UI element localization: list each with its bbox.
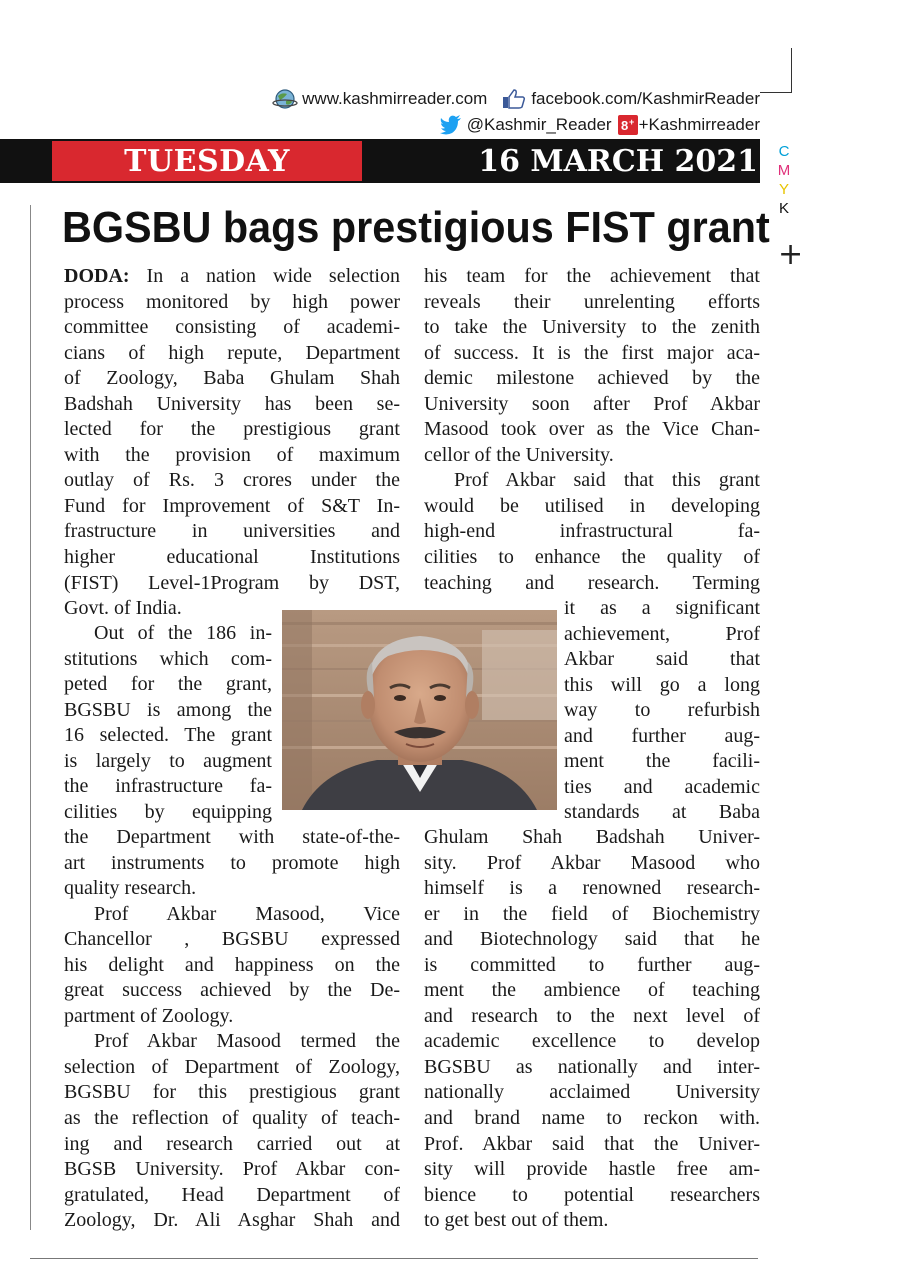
article-line: process monitored by high power (64, 290, 400, 313)
article-line: Akbar said that (564, 648, 760, 671)
crop-mark-horizontal (760, 92, 792, 93)
article-line: ment the ambience of teaching (424, 979, 760, 1002)
article-line: frastructure in universities and (64, 520, 400, 543)
column-1-top (64, 264, 400, 622)
issue-day: TUESDAY (124, 144, 290, 179)
article-line: committee consisting of academi- (64, 316, 400, 339)
article-line: (FIST) Level-1Program by DST, (64, 571, 400, 594)
article-line: bience to potential researchers (424, 1183, 760, 1206)
article-line: Ghulam Shah Badshah Univer- (424, 826, 760, 848)
article-line: of Zoology, Baba Ghulam Shah (64, 367, 400, 390)
issue-date: 16 MARCH 2021 (478, 144, 758, 179)
article-line: University soon after Prof Akbar (424, 392, 760, 415)
twitter-bird-icon (439, 114, 463, 136)
article-line: his delight and happiness on the (64, 953, 400, 976)
article-line: Badshah University has been se- (64, 392, 400, 415)
article-line: Fund for Improvement of S&T In- (64, 494, 400, 517)
article-line: and Biotechnology said that he (424, 928, 760, 951)
header-links-row-1 (272, 88, 760, 110)
article-line: ment the facili- (564, 750, 760, 773)
article-line: reveals their unrelenting efforts (424, 290, 760, 313)
article-dateline: DODA: (64, 265, 130, 287)
article-line: nationally acclaimed University (424, 1081, 760, 1104)
twitter-link[interactable]: @Kashmir_Reader (466, 115, 612, 134)
portrait-photo (282, 610, 557, 810)
article-line: and brand name to reckon with. (424, 1107, 760, 1130)
article-line: peted for the grant, (64, 673, 272, 696)
article-line: gratulated, Head Department of (64, 1183, 400, 1206)
article-line: teaching and research. Terming (424, 571, 760, 594)
google-plus-link[interactable]: +Kashmirreader (638, 115, 760, 134)
article-line: his team for the achievement that (424, 265, 760, 287)
article-line: partment of Zoology. (64, 1004, 234, 1027)
svg-text:8: 8 (620, 118, 628, 133)
article-line: and further aug- (564, 724, 760, 747)
article-line: sity. Prof Akbar Masood who (424, 851, 760, 874)
article-line: ing and research carried out at (64, 1132, 400, 1155)
globe-icon (272, 88, 298, 110)
article-line: academic excellence to develop (424, 1030, 760, 1053)
column-2-bottom (424, 825, 760, 1234)
article-line: way to refurbish (564, 699, 760, 722)
article-line: with the provision of maximum (64, 443, 400, 466)
registration-mark: + (778, 237, 804, 272)
article-line: ties and academic (564, 775, 760, 798)
article-line: Prof Akbar Masood termed the (94, 1030, 400, 1053)
left-column-rule (30, 205, 31, 1230)
svg-text:+: + (628, 117, 634, 127)
article-line: to get best out of them. (424, 1209, 609, 1232)
article-line: high-end infrastructural fa- (424, 520, 760, 543)
article-line: sity will provide hastle free am- (424, 1158, 760, 1181)
article-line: higher educational Institutions (64, 546, 400, 569)
article-line: BGSB University. Prof Akbar con- (64, 1158, 400, 1181)
cmyk-letter-m: M (777, 162, 791, 179)
article-line: the Department with state-of-the- (64, 826, 400, 848)
article-line: BGSBU for this prestigious grant (64, 1081, 400, 1104)
column-2-top (424, 264, 760, 596)
bottom-rule (30, 1258, 758, 1259)
website-link[interactable]: www.kashmirreader.com (302, 89, 488, 108)
article-line: the infrastructure fa- (64, 775, 272, 798)
cmyk-letter-y: Y (778, 181, 789, 198)
article-line: as the reflection of quality of teach- (64, 1107, 400, 1130)
article-line: demic milestone achieved by the (424, 367, 760, 390)
thumbs-up-icon (501, 88, 527, 110)
article-line: and research to the next level of (424, 1004, 760, 1027)
article-line: would be utilised in developing (424, 494, 760, 517)
article-line: of success. It is the first major aca- (424, 341, 760, 364)
article-line: is largely to augment (64, 749, 272, 772)
article-line: Prof. Akbar said that the Univer- (424, 1132, 760, 1155)
article-line: Chancellor , BGSBU expressed (64, 928, 400, 951)
article-line: 16 selected. The grant (64, 724, 272, 747)
article-line: Out of the 186 in- (94, 622, 272, 644)
article-line: cians of high repute, Department (64, 341, 400, 364)
column-1-bottom (64, 825, 400, 1234)
article-line: Zoology, Dr. Ali Asghar Shah and (64, 1209, 400, 1232)
column-1-photo-wrap (64, 621, 272, 825)
facebook-link[interactable]: facebook.com/KashmirReader (531, 89, 760, 108)
column-2-photo-wrap (564, 596, 760, 826)
article-line: Prof Akbar said that this grant (454, 469, 760, 492)
article-line: Govt. of India. (64, 597, 182, 620)
article-line: to take the University to the zenith (424, 316, 760, 339)
article-line: quality research. (64, 877, 197, 900)
cmyk-letter-c: C (778, 143, 790, 160)
article-line: cilities to enhance the quality of (424, 546, 760, 569)
article-line: BGSBU as nationally and inter- (424, 1055, 760, 1078)
crop-mark-vertical (791, 48, 792, 93)
article-line: himself is a renowned research- (424, 877, 760, 900)
article-line: DODA: In a nation wide selection (64, 265, 400, 287)
article-line: Prof Akbar Masood, Vice (94, 902, 400, 925)
article-line: er in the field of Biochemistry (424, 902, 760, 925)
article-line: lected for the prestigious grant (64, 418, 400, 441)
header-links-row-2 (439, 114, 760, 136)
article-line: this will go a long (564, 673, 760, 696)
article-line: stitutions which com- (64, 647, 272, 670)
article-line: art instruments to promote high (64, 851, 400, 874)
article-line: selection of Department of Zoology, (64, 1055, 400, 1078)
google-plus-icon (618, 115, 638, 135)
article-line: cellor of the University. (424, 443, 614, 466)
article-line: great success achieved by the De- (64, 979, 400, 1002)
article-line: cilities by equipping (64, 800, 272, 823)
article-line: achievement, Prof (564, 622, 760, 645)
article-line: standards at Baba (564, 801, 760, 824)
article-line: outlay of Rs. 3 crores under the (64, 469, 400, 492)
article-line: is committed to further aug- (424, 953, 760, 976)
article-line: it as a significant (564, 597, 760, 619)
article-line: BGSBU is among the (64, 698, 272, 721)
article-headline: BGSBU bags prestigious FIST grant (62, 203, 770, 252)
cmyk-letter-k: K (778, 200, 789, 217)
article-line: Masood took over as the Vice Chan- (424, 418, 760, 441)
cmyk-strip (776, 142, 792, 218)
